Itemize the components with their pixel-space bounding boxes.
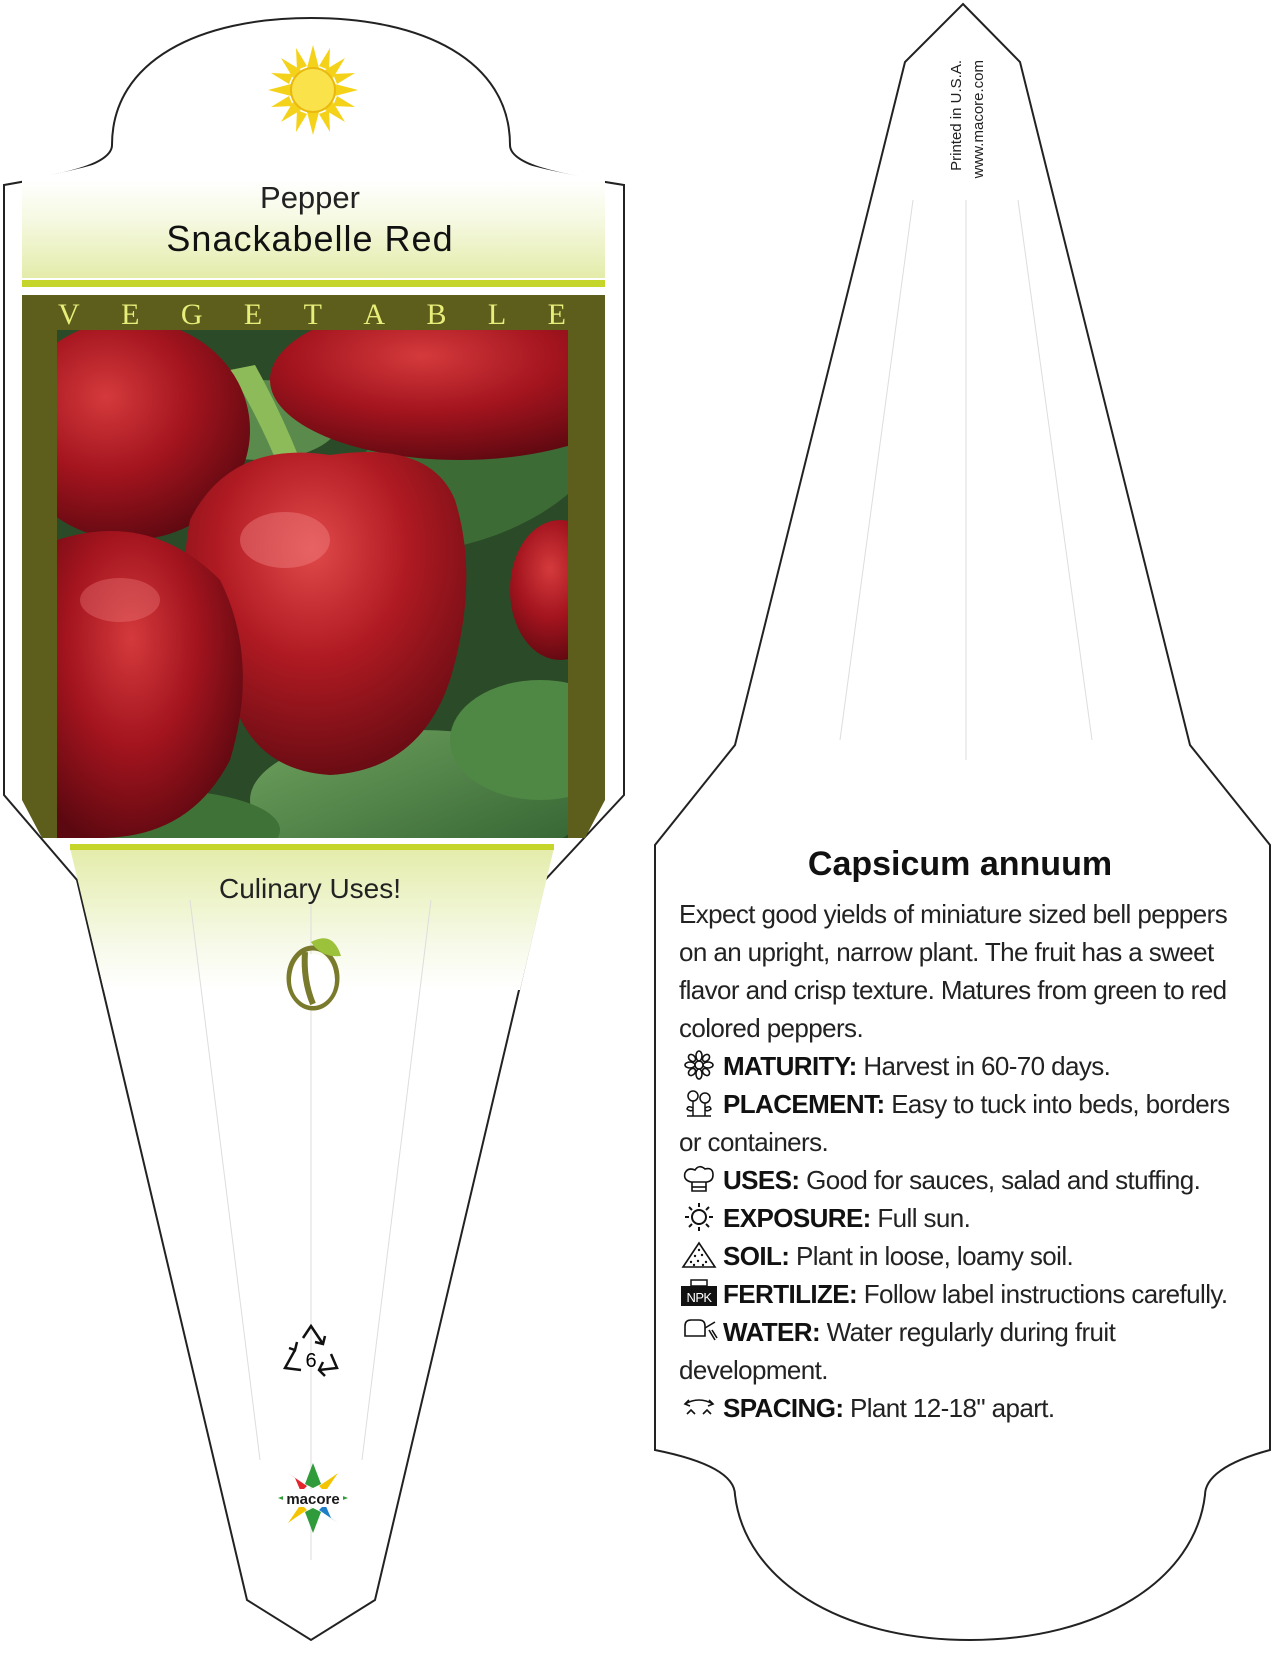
variety-name: Snackabelle Red — [166, 218, 454, 259]
attribute-label: USES: — [723, 1165, 800, 1195]
attribute-spacing — [679, 1389, 1244, 1427]
botanical-name: Capsicum annuum — [807, 845, 1113, 883]
attribute-label: PLACEMENT: — [723, 1089, 885, 1119]
category-letter: V — [58, 298, 80, 331]
chef-hat-icon — [679, 1164, 719, 1194]
npk-icon — [679, 1278, 719, 1308]
feature-text: Culinary Uses! — [218, 873, 402, 904]
website: www.macore.com — [970, 60, 987, 179]
category-letter: G — [180, 298, 203, 331]
attribute-exposure — [679, 1199, 1244, 1237]
brand-name: macore — [286, 1491, 340, 1508]
printed-in: Printed in U.S.A. — [948, 60, 965, 171]
sun-outline-icon — [679, 1202, 719, 1232]
category-letter: T — [303, 298, 322, 331]
attribute-text: Full sun. — [877, 1203, 971, 1233]
category-letter: B — [426, 298, 447, 331]
category-letter: E — [547, 298, 566, 331]
attribute-text: Follow label instructions carefully. — [863, 1279, 1228, 1309]
attribute-soil — [679, 1237, 1244, 1275]
category-letter: L — [487, 298, 507, 331]
common-name: Pepper — [260, 180, 360, 215]
category-letter: A — [363, 298, 386, 331]
attribute-label: SPACING: — [723, 1393, 844, 1423]
attribute-uses — [679, 1161, 1244, 1199]
watering-can-icon — [679, 1316, 719, 1346]
spacing-arrows-icon — [679, 1392, 719, 1422]
flower-icon — [679, 1050, 719, 1080]
attribute-text: Good for sauces, salad and stuffing. — [806, 1165, 1201, 1195]
attribute-label: SOIL: — [723, 1241, 790, 1271]
care-info — [679, 895, 1244, 1427]
attribute-label: FERTILIZE: — [723, 1279, 858, 1309]
category-letter: E — [243, 298, 263, 331]
pepper-photo — [10, 300, 650, 870]
attribute-label: EXPOSURE: — [723, 1203, 871, 1233]
attribute-text: Water regularly during fruit development. — [679, 1317, 1116, 1385]
attribute-label: WATER: — [723, 1317, 821, 1347]
attribute-label: MATURITY: — [723, 1051, 857, 1081]
description: Expect good yields of miniature sized bell peppers on an upright, narrow plant. The fruit has a sweet flavor and crisp texture. Matures from green to red colored peppers. — [679, 899, 1228, 1043]
svg-text:NPK: NPK — [686, 1290, 712, 1305]
category-letter: E — [121, 298, 140, 331]
attribute-maturity — [679, 1047, 1244, 1085]
attribute-text: Easy to tuck into beds, borders or containers. — [679, 1089, 1230, 1157]
attribute-placement — [679, 1085, 1244, 1161]
plants-icon — [679, 1088, 719, 1118]
attribute-fertilize — [679, 1275, 1244, 1313]
soil-pile-icon — [679, 1240, 719, 1270]
attribute-text: Plant in loose, loamy soil. — [795, 1241, 1074, 1271]
recycle-number: 6 — [305, 1350, 317, 1372]
attribute-text: Plant 12-18" apart. — [850, 1393, 1055, 1423]
category-label — [58, 298, 566, 332]
attribute-water — [679, 1313, 1244, 1389]
attribute-text: Harvest in 60-70 days. — [863, 1051, 1111, 1081]
sun-icon — [268, 45, 358, 135]
